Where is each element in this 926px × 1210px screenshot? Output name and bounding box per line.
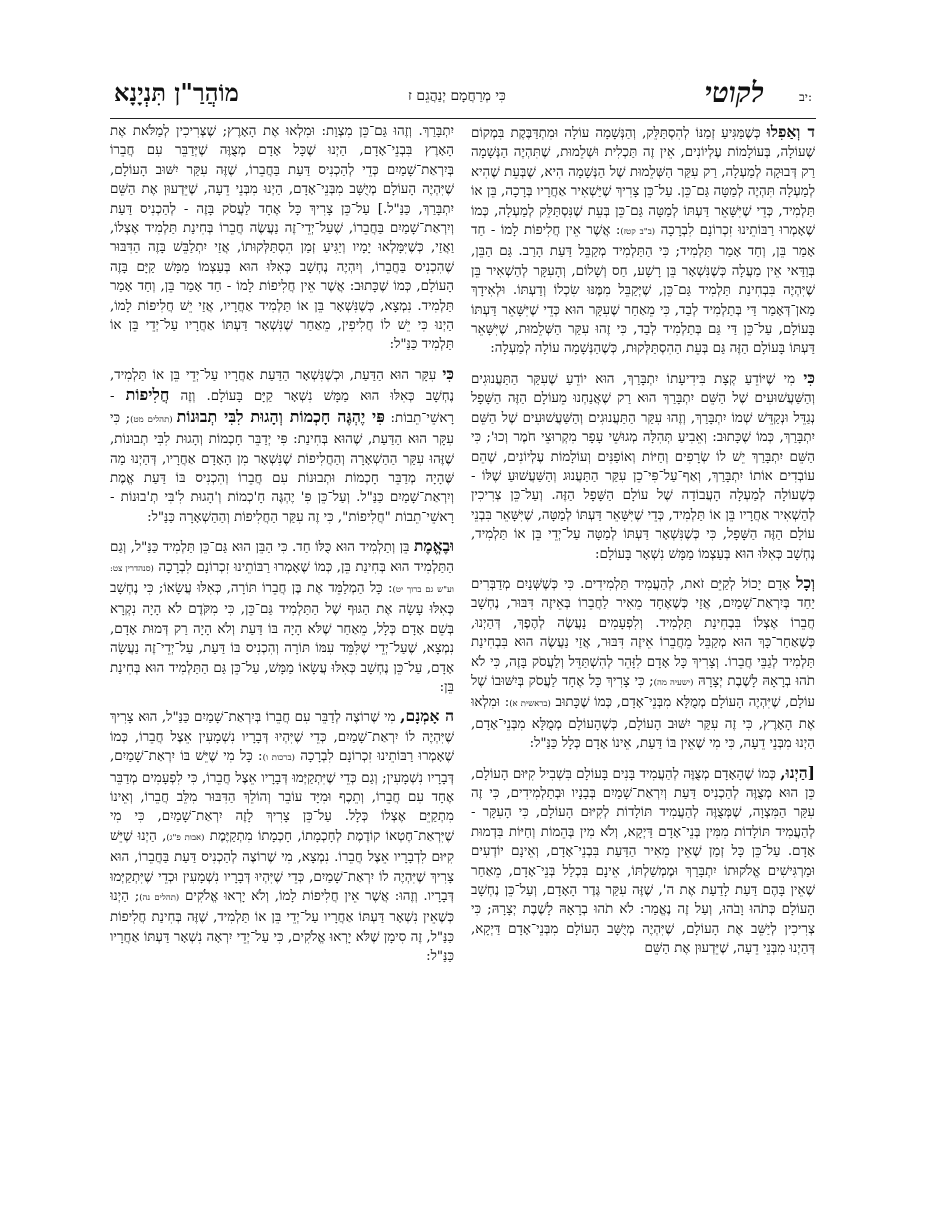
paragraph: ה אָמְנָם, מִי שֶׁרוֹצֶה לְדַבֵּר עִם חֲבֵרוֹ בְּיִרְאַת־שָׁמַיִם כַּנַּ"ל, הוּא צָרִיךְ שֶׁיִּהְיֶה לוֹ יִרְאַת־שָׁמַיִם, כְּדֵי שֶׁיִּהְיוּ דְּבָרָיו נִשְׁמָעִין אֵצֶל חֲבֵרוֹ, כְּמוֹ שֶׁאָמְרוּ רַבּוֹתֵינוּ זִכְרוֹנָם לִבְרָכָה (ברכות ו): כָּל מִי שֶׁיֵּשׁ בּוֹ יִרְאַת־שָׁמַיִם, דְּבָרָיו נִשְׁמָעִין; וְגַם כְּדֵי שֶׁיִּתְקַיְּמוּ דְּבָרָיו אֵצֶל חֲבֵרוֹ, כִּי לִפְעָמִים מְדַבֵּר אֶחָד עִם חֲבֵרוֹ, וְתֵכֶף וּמִיָּד עוֹבֵר וְהוֹלֵךְ הַדִּבּוּר מִלֵּב חֲבֵרוֹ, וְאֵינוֹ מִתְקַיֵּם אֶצְלוֹ כְּלָל. עַל־כֵּן צָרִיךְ לָזֶה יִרְאַת־שָׁמַיִם, כִּי מִי שֶׁיִּרְאַת־חֶטְאוֹ קוֹדֶמֶת לְחָכְמָתוֹ, חָכְמָתוֹ מִתְקַיֶּמֶת (אבות פ"ג), הַיְנוּ שֶׁיֵּשׁ קִיּוּם לִדְבָרָיו אֵצֶל חֲבֵרוֹ. נִמְצָא, מִי שֶׁרוֹצֶה לְהַכְנִיס דַּעַת בַּחֲבֵרוֹ, הוּא צָרִיךְ שֶׁיִּהְיֶה לוֹ יִרְאַת־שָׁמַיִם, כְּדֵי שֶׁיִּהְיוּ דְּבָרָיו נִשְׁמָעִין וּכְדֵי שֶׁיִּתְקַיְּמוּ דְּבָרָיו. וְזֶהוּ: אֲשֶׁר אֵין חֲלִיפוֹת לָמוֹ, וְלֹא יָרְאוּ אֱלֹקִים (תהלים נה); הַיְנוּ כְּשֶׁאֵין נִשְׁאָר דַּעְתּוֹ אַחֲרָיו עַל־יְדֵי בֵּן אוֹ תַּלְמִיד, שֶׁזֶּה בְּחִינַת חֲלִיפוֹת כַּנַּ"ל, זֶה סִימָן שֶׁלֹּא יָרְאוּ אֱלֹקִים, כִּי עַל־יְדֵי יִרְאָה נִשְׁאָר דַּעְתּוֹ אַחֲרָיו כַּנַּ"ל: [110,706,454,965]
left-column [110,122,454,1192]
paragraph: וְכָל אָדָם יָכוֹל לְקַיֵּם זֹאת, לְהַעֲמִיד תַּלְמִידִים. כִּי כְּשֶׁשְּׁנַיִם מְדַבְּרִים יַחַד בְּיִרְאַת־שָׁמַיִם, אֲזַי כְּשֶׁאֶחָד מֵאִיר לַחֲבֵרוֹ בְּאֵיזֶה דִּבּוּר, נֶחְשָׁב חֲבֵרוֹ אֶצְלוֹ בִּבְחִינַת תַּלְמִיד. וְלִפְעָמִים נַעֲשֶׂה לְהֶפֶךְ, דְּהַיְנוּ, כְּשֶׁאַחַר־כָּךְ הוּא מְקַבֵּל מֵחֲבֵרוֹ אֵיזֶה דִּבּוּר, אֲזַי נַעֲשֶׂה הוּא בִּבְחִינַת תַּלְמִיד לְגַבֵּי חֲבֵרוֹ. וְצָרִיךְ כָּל אָדָם לִזָּהֵר לְהִשְׁתַּדֵּל וְלַעֲסֹק בָּזֶה, כִּי לֹא תֹהוּ בְרָאָהּ לָשֶׁבֶת יְצָרָהּ (ישעיה מה); כִּי צָרִיךְ כָּל אֶחָד לַעֲסֹק בְּיִשּׁוּבוֹ שֶׁל עוֹלָם, שֶׁיִּהְיֶה הָעוֹלָם מְמֻלָּא מִבְּנֵי־אָדָם, כְּמוֹ שֶׁכָּתוּב (בראשית א): וּמִלְאוּ אֶת הָאָרֶץ, כִּי זֶה עִקַּר יִשּׁוּב הָעוֹלָם, כְּשֶׁהָעוֹלָם מְמֻלָּא מִבְּנֵי־אָדָם, הַיְנוּ מִבְּנֵי דֵעָה, כִּי מִי שֶׁאֵין בּוֹ דַּעַת, אֵינוֹ אָדָם כְּלָל כַּנַּ"ל: [471,572,815,752]
right-column [471,122,815,1192]
paragraph: יִתְבָּרַךְ. וְזֶהוּ גַּם־כֵּן מִצְוַת: וּמִלְאוּ אֶת הָאָרֶץ; שֶׁצְּרִיכִין לְמַלֹּאת אֶת הָאָרֶץ בִּבְנֵי־אָדָם, הַיְנוּ שֶׁכָּל אָדָם מְצֻוֶּה שֶׁיְּדַבֵּר עִם חֲבֵרוֹ בְּיִרְאַת־שָׁמַיִם כְּדֵי לְהַכְנִיס דַּעַת בַּחֲבֵרוֹ, שֶׁזֶּה עִקַּר יִשּׁוּב הָעוֹלָם, שֶׁיִּהְיֶה הָעוֹלָם מְיֻשָּׁב מִבְּנֵי־אָדָם, הַיְנוּ מִבְּנֵי דֵעָה, שֶׁיֵּדְעוּן אֶת הַשֵּׁם יִתְבָּרַךְ, כַּנַּ"ל.] עַל־כֵּן צָרִיךְ כָּל אֶחָד לַעֲסֹק בָּזֶה - לְהַכְנִיס דַּעַת וְיִרְאַת־שָׁמַיִם בַּחֲבֵרוֹ, שֶׁעַל־יְדֵי־זֶה נַעֲשֶׂה חֲבֵרוֹ בְּחִינַת תַּלְמִיד אֶצְלוֹ, וַאֲזַי, כְּשֶׁיִּמָּלְאוּ יָמָיו וְיַגִּיעַ זְמַן הִסְתַּלְּקוּתוֹ, אֲזַי יִתְלַבֵּשׁ בָּזֶה הַדִּבּוּר שֶׁהִכְנִיס בַּחֲבֵרוֹ, וְיִהְיֶה נֶחְשָׁב כְּאִלּוּ הוּא בְּעַצְמוֹ מַמָּשׁ קַיָּם בָּזֶה הָעוֹלָם, כְּמוֹ שֶׁכָּתוּב: אֲשֶׁר אֵין חֲלִיפוֹת לָמוֹ - חַד אָמַר בֵּן, וְחַד אָמַר תַּלְמִיד. נִמְצָא, כְּשֶׁנִּשְׁאָר בֵּן אוֹ תַּלְמִיד אַחֲרָיו, אֲזַי יֵשׁ חֲלִיפוֹת לָמוֹ, הַיְנוּ כִּי יֵשׁ לוֹ חֲלִיפִין, מֵאַחַר שֶׁנִּשְׁאָר דַּעְתּוֹ אַחֲרָיו עַל־יְדֵי בֵּן אוֹ תַּלְמִיד כַּנַּ"ל: [110,124,454,353]
paragraph: וּבֶאֱמֶת בֵּן וְתַלְמִיד הוּא כֻּלּוֹ חַד. כִּי הַבֵּן הוּא גַּם־כֵּן תַּלְמִיד כַּנַּ"ל, וְגַם הַתַּלְמִיד הוּא בְּחִינַת בֵּן, כְּמוֹ שֶׁאָמְרוּ רַבּוֹתֵינוּ זִכְרוֹנָם לִבְרָכָה (סנהדרין צט: וע"ש גם ברוך יט): כָּל הַמְלַמֵּד אֶת בֶּן חֲבֵרוֹ תּוֹרָה, כְּאִלּוּ עֲשָׂאוֹ; כִּי נֶחְשָׁב כְּאִלּוּ עָשָׂה אֶת הַגּוּף שֶׁל הַתַּלְמִיד גַּם־כֵּן, כִּי מִקֹּדֶם לֹא הָיָה נִקְרָא בְּשֵׁם אָדָם כְּלָל, מֵאַחַר שֶׁלֹּא הָיָה בּוֹ דַּעַת וְלֹא הָיָה רַק דְּמוּת אָדָם, נִמְצָא, שֶׁעַל־יְדֵי שֶׁלִּמֵּד עִמּוֹ תּוֹרָה וְהִכְנִיס בּוֹ דַּעַת, עַל־יְדֵי־זֶה נַעֲשָׂה אָדָם, עַל־כֵּן נֶחְשָׁב כְּאִלּוּ עֲשָׂאוֹ מַמָּשׁ, עַל־כֵּן גַּם הַתַּלְמִיד הוּא בְּחִינַת בֵּן: [110,536,454,695]
paragraph: כִּי עִקָּר הוּא הַדַּעַת, וּכְשֶׁנִּשְׁאָר הַדַּעַת אַחֲרָיו עַל־יְדֵי בֵּן אוֹ תַּלְמִיד, נֶחְשָׁב כְּאִלּוּ הוּא מַמָּשׁ נִשְׁאָר קַיָּם בָּעוֹלָם. וְזֶה חֲלִיפוֹת - רָאשֵׁי־תֵבוֹת: פִּי יֶהְגֶּה חָכְמוֹת וְהָגוּת לִבִּי תְבוּנוֹת (תהלים מט); כִּי עִקָּר הוּא הַדַּעַת, שֶׁהוּא בְּחִינַת: פִּי יְדַבֵּר חָכְמוֹת וְהָגוּת לִבִּי תְבוּנוֹת, שֶׁזֶּהוּ עִקַּר הַהַשְׁאָרָה וְהַחֲלִיפוֹת שֶׁנִּשְׁאָר מִן הָאָדָם אַחֲרָיו, דְּהַיְנוּ מַה שֶּׁהָיָה מְדַבֵּר חָכְמוֹת וּתְבוּנוֹת עִם חֲבֵרוֹ וְהִכְנִיס בּוֹ דַּעַת אֱמֶת וְיִרְאַת־שָׁמַיִם כַּנַּ"ל. וְעַל־כֵּן פִּ' יֶהְגֶּה חָ'כְמוֹת וְ'הָגוּת לִ'בִּי תְ'בוּנוֹת - רָאשֵׁי־תֵבוֹת "חֲלִיפוֹת", כִּי זֶה עִקַּר הַחֲלִיפוֹת וְהַהַשְׁאָרָה כַּנַּ"ל: [110,363,454,525]
book-title-left: מוֹהֲרַ"ן תִּנְיָנָא [114,78,239,107]
section-subtitle: כִּי מְרַחֲמָם יְנַהֲגֵם ז [408,88,506,104]
book-title-right: לקוטי [704,76,764,109]
page-number: יב: [799,90,812,104]
paragraph: כִּי מִי שֶׁיּוֹדֵעַ קְצָת בִּידִיעָתוֹ יִתְבָּרַךְ, הוּא יוֹדֵעַ שֶׁעִקַּר הַתַּעֲנוּגִים וְהַשַּׁעֲשׁוּעִים שֶׁל הַשֵּׁם יִתְבָּרַךְ הוּא רַק שֶׁאֲנַחְנוּ מֵעוֹלָם הַזֶּה הַשָּׁפָל נְגַדֵּל וּנְקַדֵּשׁ שְׁמוֹ יִתְבָּרַךְ, וְזֶהוּ עִקַּר הַתַּעֲנוּגִים וְהַשַּׁעֲשׁוּעִים שֶׁל הַשֵּׁם יִתְבָּרַךְ, כְּמוֹ שֶׁכָּתוּב: וְאֵבִיעַ תְּהִלָּה מְגוּשֵׁי עָפָר מִקְרוּצֵי חֹמֶר וְכוּ'; כִּי הַשֵּׁם יִתְבָּרַךְ יֵשׁ לוֹ שְׂרָפִים וְחַיּוֹת וְאוֹפַנִּים וְעוֹלָמוֹת עֶלְיוֹנִים, שֶׁהֵם עוֹבְדִים אוֹתוֹ יִתְבָּרַךְ, וְאַף־עַל־פִּי־כֵן עִקַּר הַתַּעֲנוּג וְהַשַּׁעֲשׁוּעַ שֶׁלּוֹ - כְּשֶׁעוֹלָה לְמַעְלָה הָעֲבוֹדָה שֶׁל עוֹלָם הַשָּׁפָל הַזֶּה. וְעַל־כֵּן צְרִיכִין לְהַשְׁאִיר אַחֲרָיו בֵּן אוֹ תַּלְמִיד, כְּדֵי שֶׁיִּשָּׁאֵר דַּעְתּוֹ לְמַטָּה, שֶׁיִּשָּׁאֵר בִּבְנֵי עוֹלָם הַזֶּה הַשָּׁפָל, כִּי כְּשֶׁנִּשְׁאָר דַּעְתּוֹ לְמַטָּה עַל־יְדֵי בֵּן אוֹ תַּלְמִיד, נֶחְשָׁב כְּאִלּוּ הוּא בְּעַצְמוֹ מַמָּשׁ נִשְׁאָר בָּעוֹלָם: [471,367,815,562]
paragraph: ד וְאַפִלוּ כְּשֶׁמַּגִּיעַ זְמַנּוֹ לְהִסְתַּלֵּק, וְהַנְּשָׁמָה עוֹלָה וּמִתְדַּבֶּקֶת בִּמְקוֹם שֶׁעוֹלָה, בְּעוֹלָמוֹת עֶלְיוֹנִים, אֵין זֶה תַּכְלִית וּשְׁלֵמוּת, שֶׁתִּהְיֶה הַנְּשָׁמָה רַק דְּבוּקָה לְמַעְלָה, רַק עִקַּר הַשְּׁלֵמוּת שֶׁל הַנְּשָׁמָה הִיא, שֶׁבְּעֵת שֶׁהִיא לְמַעְלָה תִּהְיֶה לְמַטָּה גַּם־כֵּן. עַל־כֵּן צָרִיךְ שֶׁיַּשְׁאִיר אַחֲרָיו בְּרָכָה, בֵּן אוֹ תַּלְמִיד, כְּדֵי שֶׁיִּשָּׁאֵר דַּעְתּוֹ לְמַטָּה גַּם־כֵּן בְּעֵת שֶׁנִּסְתַּלֵּק לְמַעְלָה, כְּמוֹ שֶׁאָמְרוּ רַבּוֹתֵינוּ זִכְרוֹנָם לִבְרָכָה (ב"ב קטז): אֲשֶׁר אֵין חֲלִיפוֹת לָמוֹ - חַד אָמַר בֵּן, וְחַד אָמַר תַּלְמִיד; כִּי הַתַּלְמִיד מְקַבֵּל דַּעַת הָרַב. גַּם הַבֵּן, בְּוַדַּאי אֵין מַעֲלָה כְּשֶׁנִּשְׁאָר בֵּן רָשָׁע, חַס וְשָׁלוֹם, וְהָעִקָּר לְהַשְׁאִיר בֵּן שֶׁיִּהְיֶה בִּבְחִינַת תַּלְמִיד גַּם־כֵּן, שֶׁיְּקַבֵּל מִמֶּנּוּ שִׂכְלוֹ וְדַעְתּוֹ. וּלְאִידָךְ מַאן־דְּאָמַר דַּי בְּתַלְמִיד לְבַד, כִּי מֵאַחַר שֶׁעִקָּר הוּא כְּדֵי שֶׁיִּשָּׁאֵר דַּעְתּוֹ בָּעוֹלָם, עַל־כֵּן דַּי גַּם בְּתַלְמִיד לְבַד, כִּי זֶהוּ עִקַּר הַשְּׁלֵמוּת, שֶׁיִּשָּׁאֵר דַּעְתּוֹ בָּעוֹלָם הַזֶּה גַּם בְּעֵת הַהִסְתַּלְּקוּת, כְּשֶׁהַנְּשָׁמָה עוֹלָה לְמַעְלָה: [471,122,815,357]
page-header [110,78,816,119]
paragraph: [הַיְנוּ, כְּמוֹ שֶׁהָאָדָם מְצֻוֶּה לְהַעֲמִיד בָּנִים בָּעוֹלָם בִּשְׁבִיל קִיּוּם הָעוֹלָם, כֵּן הוּא מְצֻוֶּה לְהַכְנִיס דַּעַת וְיִרְאַת־שָׁמַיִם בְּבָנָיו וּבְתַלְמִידִים, כִּי זֶה עִקַּר הַמִּצְוָה, שֶׁמְּצֻוֶּה לְהַעֲמִיד תּוֹלָדוֹת לְקִיּוּם הָעוֹלָם, כִּי הָעִקָּר - לְהַעֲמִיד תּוֹלָדוֹת מִמִּין בְּנֵי־אָדָם דַּיְקָא, וְלֹא מִין בְּהֵמוֹת וְחַיּוֹת בִּדְמוּת אָדָם. עַל־כֵּן כָּל זְמַן שֶׁאֵין מֵאִיר הַדַּעַת בִּבְנֵי־אָדָם, וְאֵינָם יוֹדְעִים וּמַרְגִּישִׁים אֱלֹקוּתוֹ יִתְבָּרַךְ וּמֶמְשַׁלְתּוֹ, אֵינָם בִּכְלַל בְּנֵי־אָדָם, מֵאַחַר שֶׁאֵין בָּהֶם דַּעַת לָדַעַת אֶת ה', שֶׁזֶּה עִקַּר גֶּדֶר הָאָדָם, וְעַל־כֵּן נֶחְשָׁב הָעוֹלָם כְּתֹהוּ וָבֹהוּ, וְעַל זֶה נֶאֱמַר: לֹא תֹהוּ בְרָאָהּ לָשֶׁבֶת יְצָרָהּ; כִּי צְרִיכִין לְיַשֵּׁב אֶת הָעוֹלָם, שֶׁיִּהְיֶה מְיֻשָּׁב הָעוֹלָם מִבְּנֵי־אָדָם דַּיְקָא, דְּהַיְנוּ מִבְּנֵי דֵעָה, שֶׁיֵּדְעוּן אֶת הַשֵּׁם [471,762,815,957]
